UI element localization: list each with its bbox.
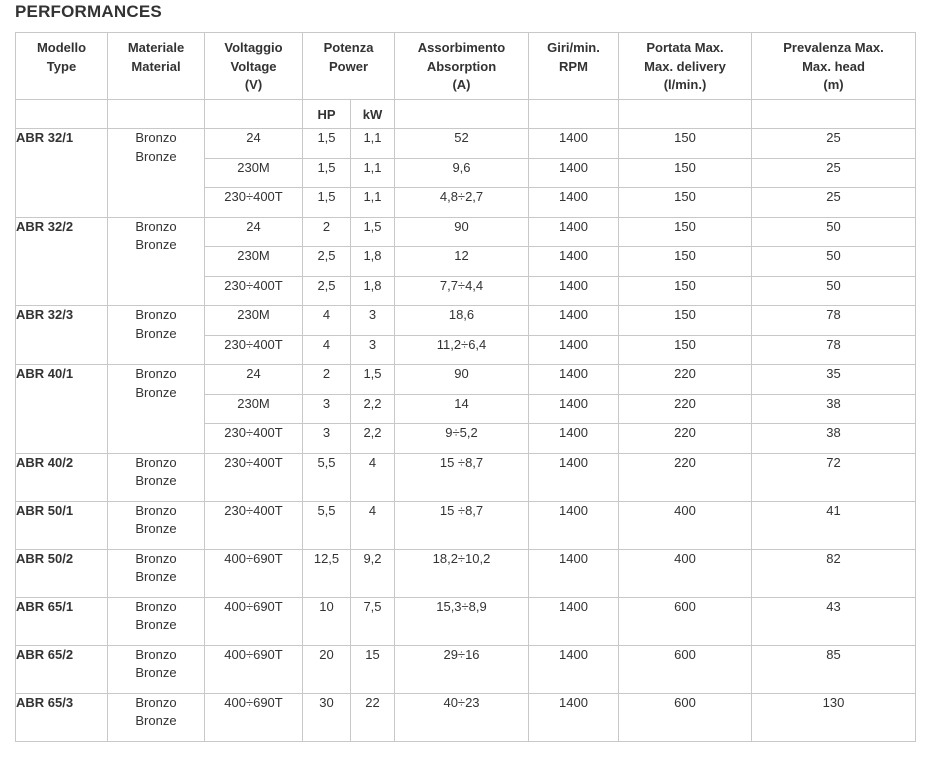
rpm-cell: 1400 [529,217,619,247]
rpm-cell: 1400 [529,549,619,597]
model-cell: ABR 50/2 [16,549,108,597]
rpm-cell: 1400 [529,365,619,395]
material-line: Bronzo [135,646,177,662]
material-cell [108,693,205,741]
absorption-cell: 90 [395,217,529,247]
delivery-cell: 220 [619,394,752,424]
material-cell [108,645,205,693]
delivery-cell: 400 [619,501,752,549]
head-cell: 25 [752,158,916,188]
rpm-cell: 1400 [529,597,619,645]
material-line: Bronzo [135,694,177,710]
rpm-cell: 1400 [529,129,619,159]
material-line: Bronze [135,384,177,400]
kw-cell: 1,5 [351,365,395,395]
delivery-cell: 150 [619,276,752,306]
unit-hp: HP [303,100,351,129]
material-cell [108,217,205,306]
table-row [16,597,916,645]
delivery-cell: 150 [619,129,752,159]
absorption-cell: 12 [395,247,529,277]
model-cell: ABR 32/3 [16,306,108,365]
table-row [16,501,916,549]
model-cell: ABR 32/2 [16,217,108,306]
table-row [16,365,916,395]
delivery-cell: 220 [619,365,752,395]
material-line: Bronze [135,148,177,164]
material-line: Bronzo [135,598,177,614]
head-cell: 50 [752,217,916,247]
material-line: Bronze [135,665,177,680]
kw-cell: 1,5 [351,217,395,247]
voltage-cell: 24 [205,365,303,395]
voltage-cell: 230÷400T [205,335,303,365]
kw-cell: 1,8 [351,276,395,306]
kw-cell: 4 [351,501,395,549]
hp-cell: 2,5 [303,276,351,306]
header-delivery: Portata Max. Max. delivery (l/min.) [619,33,752,100]
table-row [16,693,916,741]
hp-cell: 4 [303,335,351,365]
head-cell: 78 [752,335,916,365]
material-line: Bronzo [135,307,177,322]
voltage-cell: 400÷690T [205,597,303,645]
absorption-cell: 14 [395,394,529,424]
table-row [16,453,916,501]
header-head: Prevalenza Max. Max. head (m) [752,33,916,100]
hp-cell: 1,5 [303,188,351,218]
rpm-cell: 1400 [529,453,619,501]
delivery-cell: 220 [619,424,752,454]
rpm-cell: 1400 [529,394,619,424]
delivery-cell: 600 [619,693,752,741]
hp-cell: 30 [303,693,351,741]
hp-cell: 3 [303,424,351,454]
unit-row [16,100,916,129]
table-body [16,129,916,742]
head-cell: 85 [752,645,916,693]
rpm-cell: 1400 [529,645,619,693]
kw-cell: 15 [351,645,395,693]
absorption-cell: 15 ÷8,7 [395,453,529,501]
kw-cell: 3 [351,306,395,336]
material-line: Bronze [135,237,177,252]
absorption-cell: 15,3÷8,9 [395,597,529,645]
table-row [16,306,916,336]
hp-cell: 2 [303,365,351,395]
hp-cell: 5,5 [303,501,351,549]
material-line: Bronze [135,325,177,341]
header-rpm: Giri/min. RPM [529,33,619,100]
model-cell: ABR 65/2 [16,645,108,693]
header-voltage: Voltaggio Voltage (V) [205,33,303,100]
delivery-cell: 150 [619,335,752,365]
voltage-cell: 230÷400T [205,453,303,501]
absorption-cell: 29÷16 [395,645,529,693]
rpm-cell: 1400 [529,247,619,277]
delivery-cell: 600 [619,645,752,693]
table-row [16,549,916,597]
rpm-cell: 1400 [529,424,619,454]
model-cell: ABR 40/2 [16,453,108,501]
table-row [16,645,916,693]
absorption-cell: 90 [395,365,529,395]
absorption-cell: 9÷5,2 [395,424,529,454]
head-cell: 50 [752,276,916,306]
voltage-cell: 230M [205,158,303,188]
material-cell [108,549,205,597]
voltage-cell: 400÷690T [205,549,303,597]
table-row [16,217,916,247]
absorption-cell: 11,2÷6,4 [395,335,529,365]
page-title: PERFORMANCES [15,2,162,21]
absorption-cell: 9,6 [395,158,529,188]
delivery-cell: 150 [619,188,752,218]
hp-cell: 20 [303,645,351,693]
rpm-cell: 1400 [529,158,619,188]
header-absorption: Assorbimento Absorption (A) [395,33,529,100]
kw-cell: 4 [351,453,395,501]
table-row [16,129,916,159]
header-material: Materiale Material [108,33,205,100]
voltage-cell: 400÷690T [205,693,303,741]
hp-cell: 2 [303,217,351,247]
voltage-cell: 24 [205,129,303,159]
hp-cell: 1,5 [303,129,351,159]
material-cell [108,306,205,365]
model-cell: ABR 32/1 [16,129,108,218]
rpm-cell: 1400 [529,276,619,306]
absorption-cell: 4,8÷2,7 [395,188,529,218]
unit-cell-empty [619,100,752,129]
model-cell: ABR 65/3 [16,693,108,741]
absorption-cell: 18,2÷10,2 [395,549,529,597]
voltage-cell: 230÷400T [205,188,303,218]
model-cell: ABR 50/1 [16,501,108,549]
material-line: Bronze [135,569,177,584]
unit-cell-empty [108,100,205,129]
head-cell: 38 [752,394,916,424]
header-row [16,33,916,100]
kw-cell: 1,1 [351,129,395,159]
hp-cell: 3 [303,394,351,424]
model-cell: ABR 40/1 [16,365,108,454]
voltage-cell: 230M [205,247,303,277]
model-cell: ABR 65/1 [16,597,108,645]
rpm-cell: 1400 [529,188,619,218]
voltage-cell: 230÷400T [205,276,303,306]
kw-cell: 1,1 [351,188,395,218]
delivery-cell: 150 [619,217,752,247]
head-cell: 50 [752,247,916,277]
material-cell [108,365,205,454]
material-cell [108,129,205,218]
material-line: Bronzo [135,550,177,566]
kw-cell: 1,1 [351,158,395,188]
kw-cell: 9,2 [351,549,395,597]
material-line: Bronze [135,617,177,632]
delivery-cell: 400 [619,549,752,597]
head-cell: 82 [752,549,916,597]
material-cell [108,597,205,645]
voltage-cell: 230÷400T [205,501,303,549]
rpm-cell: 1400 [529,306,619,336]
material-line: Bronze [135,473,177,488]
delivery-cell: 150 [619,158,752,188]
material-line: Bronzo [135,130,177,145]
rpm-cell: 1400 [529,335,619,365]
head-cell: 25 [752,188,916,218]
performance-table [15,32,916,742]
unit-kw: kW [351,100,395,129]
head-cell: 43 [752,597,916,645]
hp-cell: 4 [303,306,351,336]
kw-cell: 2,2 [351,394,395,424]
hp-cell: 1,5 [303,158,351,188]
delivery-cell: 220 [619,453,752,501]
header-power: Potenza Power [303,33,395,100]
absorption-cell: 18,6 [395,306,529,336]
kw-cell: 2,2 [351,424,395,454]
absorption-cell: 15 ÷8,7 [395,501,529,549]
voltage-cell: 230M [205,394,303,424]
voltage-cell: 230M [205,306,303,336]
head-cell: 41 [752,501,916,549]
unit-cell-empty [529,100,619,129]
kw-cell: 3 [351,335,395,365]
delivery-cell: 150 [619,247,752,277]
head-cell: 72 [752,453,916,501]
header-model: Modello Type [16,33,108,100]
unit-cell-empty [752,100,916,129]
material-line: Bronzo [135,502,177,518]
head-cell: 130 [752,693,916,741]
voltage-cell: 400÷690T [205,645,303,693]
delivery-cell: 150 [619,306,752,336]
rpm-cell: 1400 [529,501,619,549]
material-cell [108,453,205,501]
head-cell: 38 [752,424,916,454]
rpm-cell: 1400 [529,693,619,741]
voltage-cell: 24 [205,217,303,247]
material-line: Bronzo [135,454,177,470]
material-line: Bronzo [135,366,177,381]
delivery-cell: 600 [619,597,752,645]
kw-cell: 22 [351,693,395,741]
material-line: Bronze [135,713,177,728]
absorption-cell: 52 [395,129,529,159]
unit-cell-empty [16,100,108,129]
hp-cell: 5,5 [303,453,351,501]
hp-cell: 2,5 [303,247,351,277]
material-line: Bronzo [135,218,177,234]
kw-cell: 1,8 [351,247,395,277]
head-cell: 35 [752,365,916,395]
hp-cell: 12,5 [303,549,351,597]
voltage-cell: 230÷400T [205,424,303,454]
hp-cell: 10 [303,597,351,645]
material-cell [108,501,205,549]
absorption-cell: 40÷23 [395,693,529,741]
absorption-cell: 7,7÷4,4 [395,276,529,306]
head-cell: 78 [752,306,916,336]
unit-cell-empty [395,100,529,129]
kw-cell: 7,5 [351,597,395,645]
head-cell: 25 [752,129,916,159]
material-line: Bronze [135,521,177,536]
unit-cell-empty [205,100,303,129]
